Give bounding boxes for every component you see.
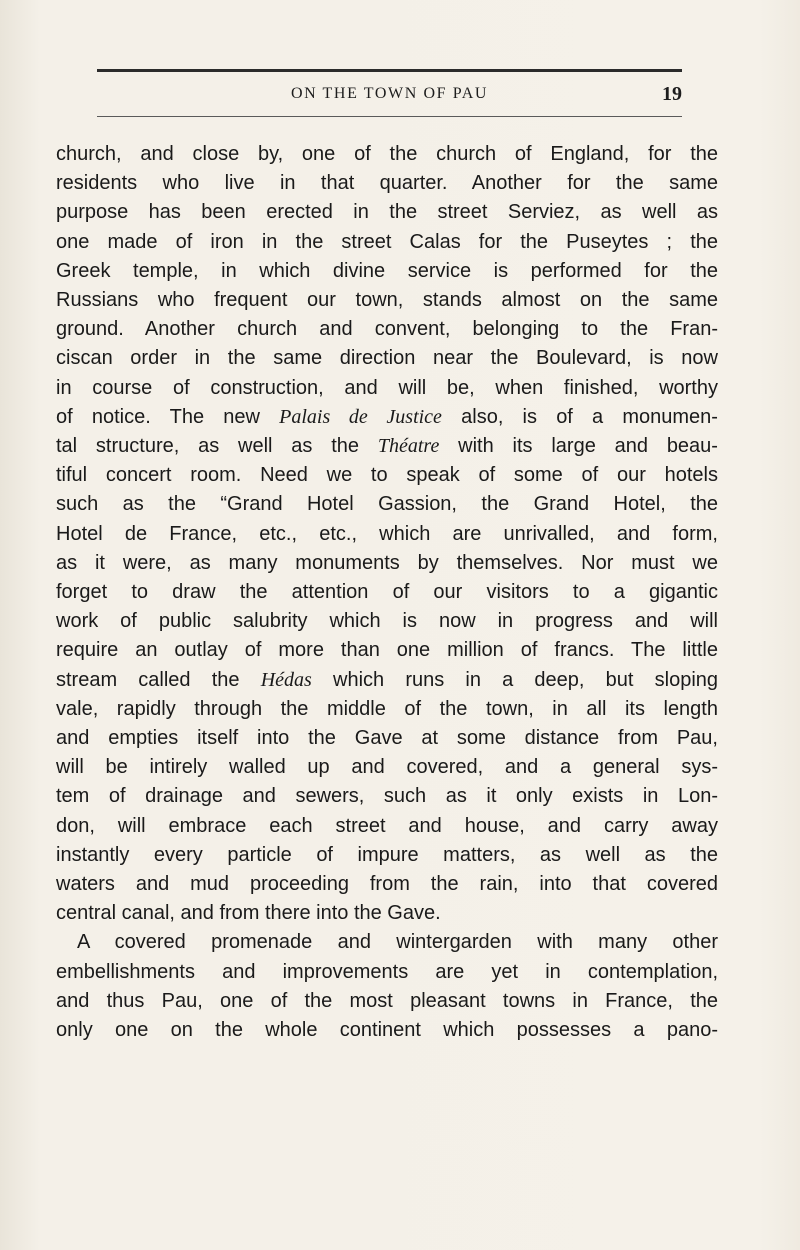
header-rule-bottom bbox=[97, 116, 682, 117]
page-number: 19 bbox=[662, 83, 682, 105]
text-line: one made of iron in the street Calas for the Puseytes ; the bbox=[56, 230, 718, 253]
text-line: tem of drainage and sewers, such as it only exists in Lon- bbox=[56, 785, 718, 808]
text-line: Russians who frequent our town, stands almost on the same bbox=[56, 289, 718, 312]
text-line: and empties itself into the Gave at some distance from Pau, bbox=[56, 727, 718, 750]
text-line: Hotel de France, etc., etc., which are unrivalled, and form, bbox=[56, 522, 718, 545]
text-line: ground. Another church and convent, belonging to the Fran- bbox=[56, 318, 718, 341]
text-line: tal structure, as well as the Théatre with its large and beau- bbox=[56, 435, 718, 458]
text-line: central canal, and from there into the Gave. bbox=[56, 902, 441, 925]
body-text bbox=[56, 140, 718, 1045]
text-line: require an outlay of more than one million of francs. The little bbox=[56, 639, 718, 662]
text-line: stream called the Hédas which runs in a deep, but sloping bbox=[56, 668, 719, 691]
text-line: residents who live in that quarter. Another for the same bbox=[56, 172, 718, 195]
italic-term: Théatre bbox=[377, 435, 440, 458]
header-rule-top bbox=[97, 69, 682, 72]
text-line: Greek temple, in which divine service is performed for the bbox=[56, 259, 718, 282]
text-line: embellishments and improvements are yet in contemplation, bbox=[56, 960, 718, 983]
text-line: in course of construction, and will be, when finished, worthy bbox=[56, 376, 718, 399]
text-line: such as the “Grand Hotel Gassion, the Grand Hotel, the bbox=[56, 493, 718, 516]
running-title: ON THE TOWN OF PAU bbox=[290, 85, 489, 102]
text-line: don, will embrace each street and house, and carry away bbox=[56, 814, 718, 837]
text-line: only one on the whole continent which possesses a pano- bbox=[56, 1019, 718, 1042]
text-line: will be intirely walled up and covered, and a general sys- bbox=[56, 756, 718, 779]
text-line: A covered promenade and wintergarden with many other bbox=[77, 931, 718, 954]
text-line: vale, rapidly through the middle of the town, in all its length bbox=[56, 697, 718, 720]
text-line: and thus Pau, one of the most pleasant towns in France, the bbox=[56, 989, 718, 1012]
text-line: church, and close by, one of the church of England, for the bbox=[56, 143, 718, 165]
text-line: instantly every particle of impure matters, as well as the bbox=[56, 843, 718, 866]
text-line: waters and mud proceeding from the rain, into that covered bbox=[56, 873, 718, 896]
text-line: work of public salubrity which is now in progress and will bbox=[56, 610, 718, 633]
text-line: forget to draw the attention of our visitors to a gigantic bbox=[56, 581, 718, 604]
text-line: tiful concert room. Need we to speak of some of our hotels bbox=[56, 464, 718, 487]
text-line: purpose has been erected in the street Serviez, as well as bbox=[56, 201, 718, 224]
running-head bbox=[97, 83, 682, 111]
italic-term: Hédas bbox=[260, 668, 312, 691]
italic-term: Palais de Justice bbox=[279, 405, 442, 428]
text-line: of notice. The new Palais de Justice also, is of a monumen- bbox=[56, 405, 718, 428]
text-line: ciscan order in the same direction near the Boulevard, is now bbox=[56, 347, 718, 370]
text-line: as it were, as many monuments by themselves. Nor must we bbox=[56, 551, 718, 574]
